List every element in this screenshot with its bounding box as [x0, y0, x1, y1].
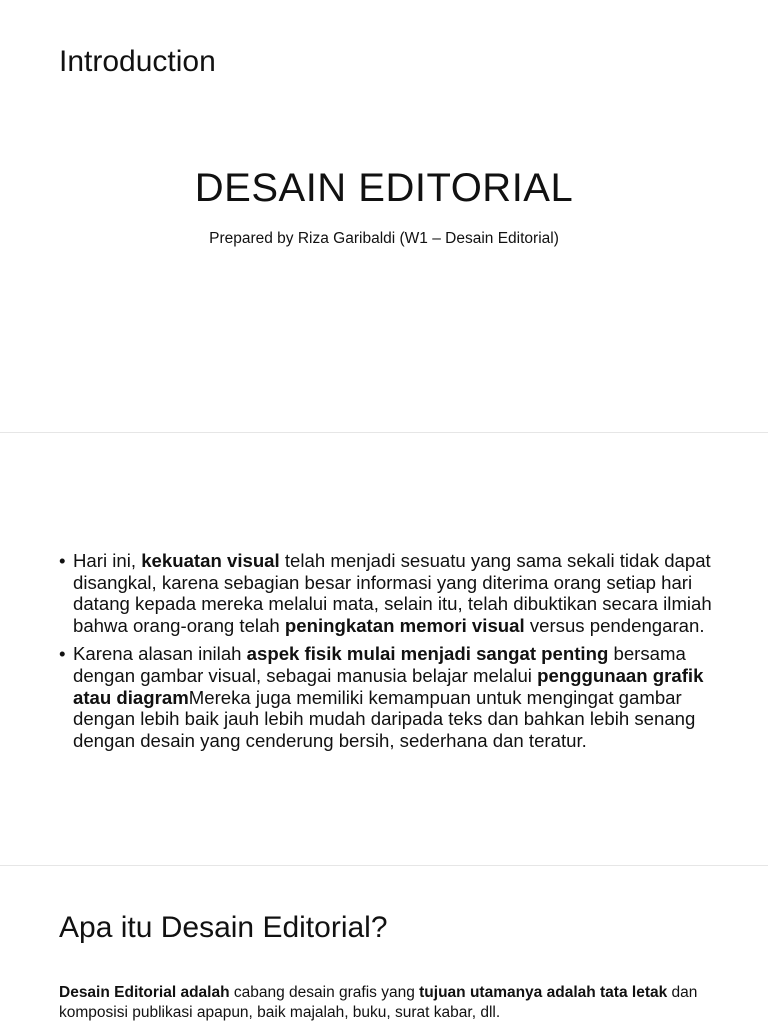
bullet-item [59, 643, 719, 751]
editorial-definition-text [59, 983, 719, 1023]
presentation-title: DESAIN EDITORIAL [194, 166, 574, 210]
bullet-text: bersama dengan gambar visual, sebagai manusia belajar melalui [73, 643, 686, 686]
introduction-heading: Introduction [59, 45, 216, 78]
bullet-text: versus pendengaran. [524, 614, 705, 636]
bullet-text: Karena alasan inilah [73, 643, 247, 665]
bullet-emphasis: peningkatan memori visual [284, 614, 525, 636]
bullet-text: Hari ini, [73, 550, 142, 571]
introduction-bullet-list [59, 550, 719, 758]
bullet-text: telah menjadi sesuatu yang sama sekali tidak dapat disangkal, karena sebagian besar informasi yang diterima orang setiap hari datang kepada mereka melalui mata, selain itu, telah dibuktikan secara ilmiah bahwa orang-orang telah [73, 550, 712, 636]
bullet-text: Mereka juga memiliki kemampuan untuk mengingat gambar dengan lebih baik jauh lebih mudah daripada teks dan bahkan lebih senang dengan desain yang cenderung bersih, sederhana dan teratur. [73, 686, 696, 751]
editorial-definition-slide [0, 866, 768, 1024]
definition-text: cabang desain grafis yang [229, 984, 420, 1001]
bullet-emphasis: penggunaan grafik atau diagram [73, 664, 704, 708]
presentation-subtitle: Prepared by Riza Garibaldi (W1 – Desain Editorial) [209, 230, 559, 247]
bullet-emphasis: aspek fisik mulai menjadi sangat penting [246, 643, 609, 665]
bullet-item [59, 550, 719, 636]
definition-emphasis: tujuan utamanya adalah tata letak [419, 984, 668, 1001]
editorial-heading: Apa itu Desain Editorial? [59, 911, 388, 944]
definition-text: dan komposisi publikasi apapun, baik majalah, buku, surat kabar, dll. [59, 984, 698, 1021]
definition-emphasis: Desain Editorial adalah [59, 984, 230, 1001]
bullet-emphasis: kekuatan visual [141, 550, 280, 571]
